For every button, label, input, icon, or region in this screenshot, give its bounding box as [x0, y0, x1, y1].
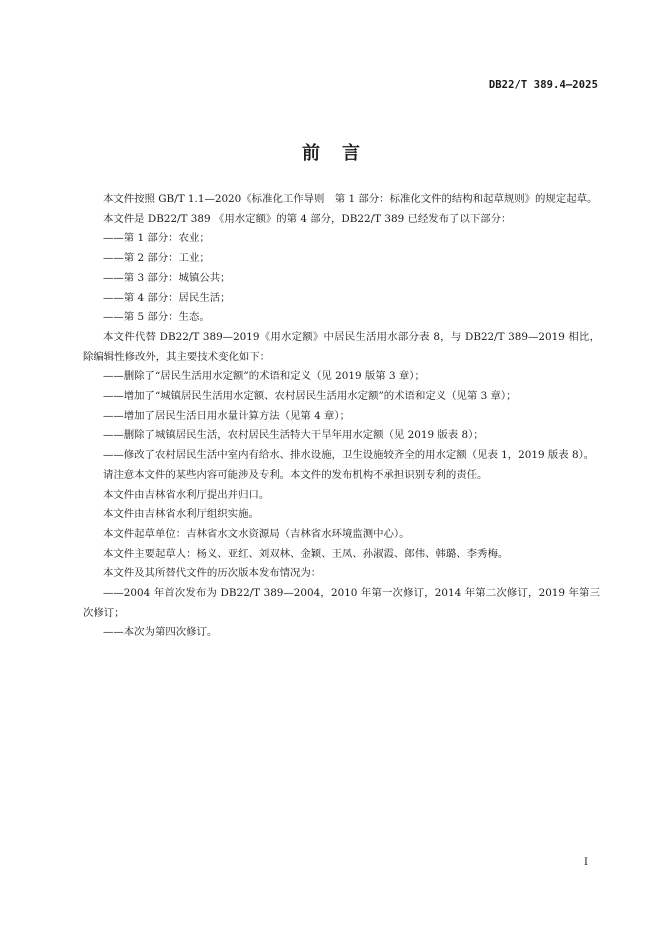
paragraph-drafters: 本文件主要起草人：杨义、亚红、刘双林、金颖、王凤、孙淑霞、郎伟、韩璐、李秀梅。 [103, 547, 509, 560]
paragraph-implementer: 本文件由吉林省水利厅组织实施。 [103, 508, 259, 521]
list-item-change-4: ——删除了城镇居民生活，农村居民生活特大干旱年用水定额（见 2019 版表 8）； [103, 429, 484, 442]
paragraph-drafting-unit: 本文件起草单位：吉林省水文水资源局（吉林省水环境监测中心）。 [103, 527, 410, 540]
list-item-part-5: ——第 5 部分：生态。 [103, 311, 210, 324]
paragraph-patent-notice: 请注意本文件的某些内容可能涉及专利。本文件的发布机构不承担识别专利的责任。 [103, 468, 488, 481]
paragraph-drafting-basis: 本文件按照 GB/T 1.1—2020《标准化工作导则 第 1 部分：标准化文件的结构和起草规则》的规定起草。 [103, 193, 598, 205]
list-item-part-3: ——第 3 部分：城镇公共； [103, 271, 231, 284]
list-item-change-5: ——修改了农村居民生活中室内有给水、排水设施，卫生设施较齐全的用水定额（见表 1，2019 版表 8）。 [103, 449, 595, 462]
list-item-change-3: ——增加了居民生活日用水量计算方法（见第 4 章）； [103, 409, 350, 422]
list-item-history-2: ——本次为第四次修订。 [103, 626, 218, 639]
page-number: I [584, 857, 588, 868]
list-item-part-2: ——第 2 部分：工业； [103, 252, 210, 265]
foreword-body [83, 190, 600, 643]
document-code: DB22/T 389.4—2025 [488, 79, 598, 91]
list-item-change-2: ——增加了“城镇居民生活用水定额、农村居民生活用水定额”的术语和定义（见第 3 章）； [103, 390, 517, 403]
list-item-part-4: ——第 4 部分：居民生活； [103, 291, 231, 304]
paragraph-proposer: 本文件由吉林省水利厅提出并归口。 [103, 488, 270, 501]
page-title: 前言 [302, 143, 382, 164]
list-item-part-1: ——第 1 部分：农业； [103, 232, 210, 245]
paragraph-replacement: 本文件代替 DB22/T 389—2019《用水定额》中居民生活用水部分表 8，与 DB22/T 389—2019 相比，除编辑性修改外，其主要技术变化如下： [83, 330, 600, 363]
list-item-change-1: ——删除了“居民生活用水定额”的术语和定义（见 2019 版第 3 章）； [103, 370, 425, 383]
paragraph-history-intro: 本文件及其所替代文件的历次版本发布情况为： [103, 567, 322, 580]
list-item-history-1: ——2004 年首次发布为 DB22/T 389—2004，2010 年第一次修订，2014 年第二次修订，2019 年第三次修订； [83, 587, 600, 619]
paragraph-series-intro: 本文件是 DB22/T 389 《用水定额》的第 4 部分，DB22/T 389 已经发布了以下部分： [103, 212, 512, 225]
